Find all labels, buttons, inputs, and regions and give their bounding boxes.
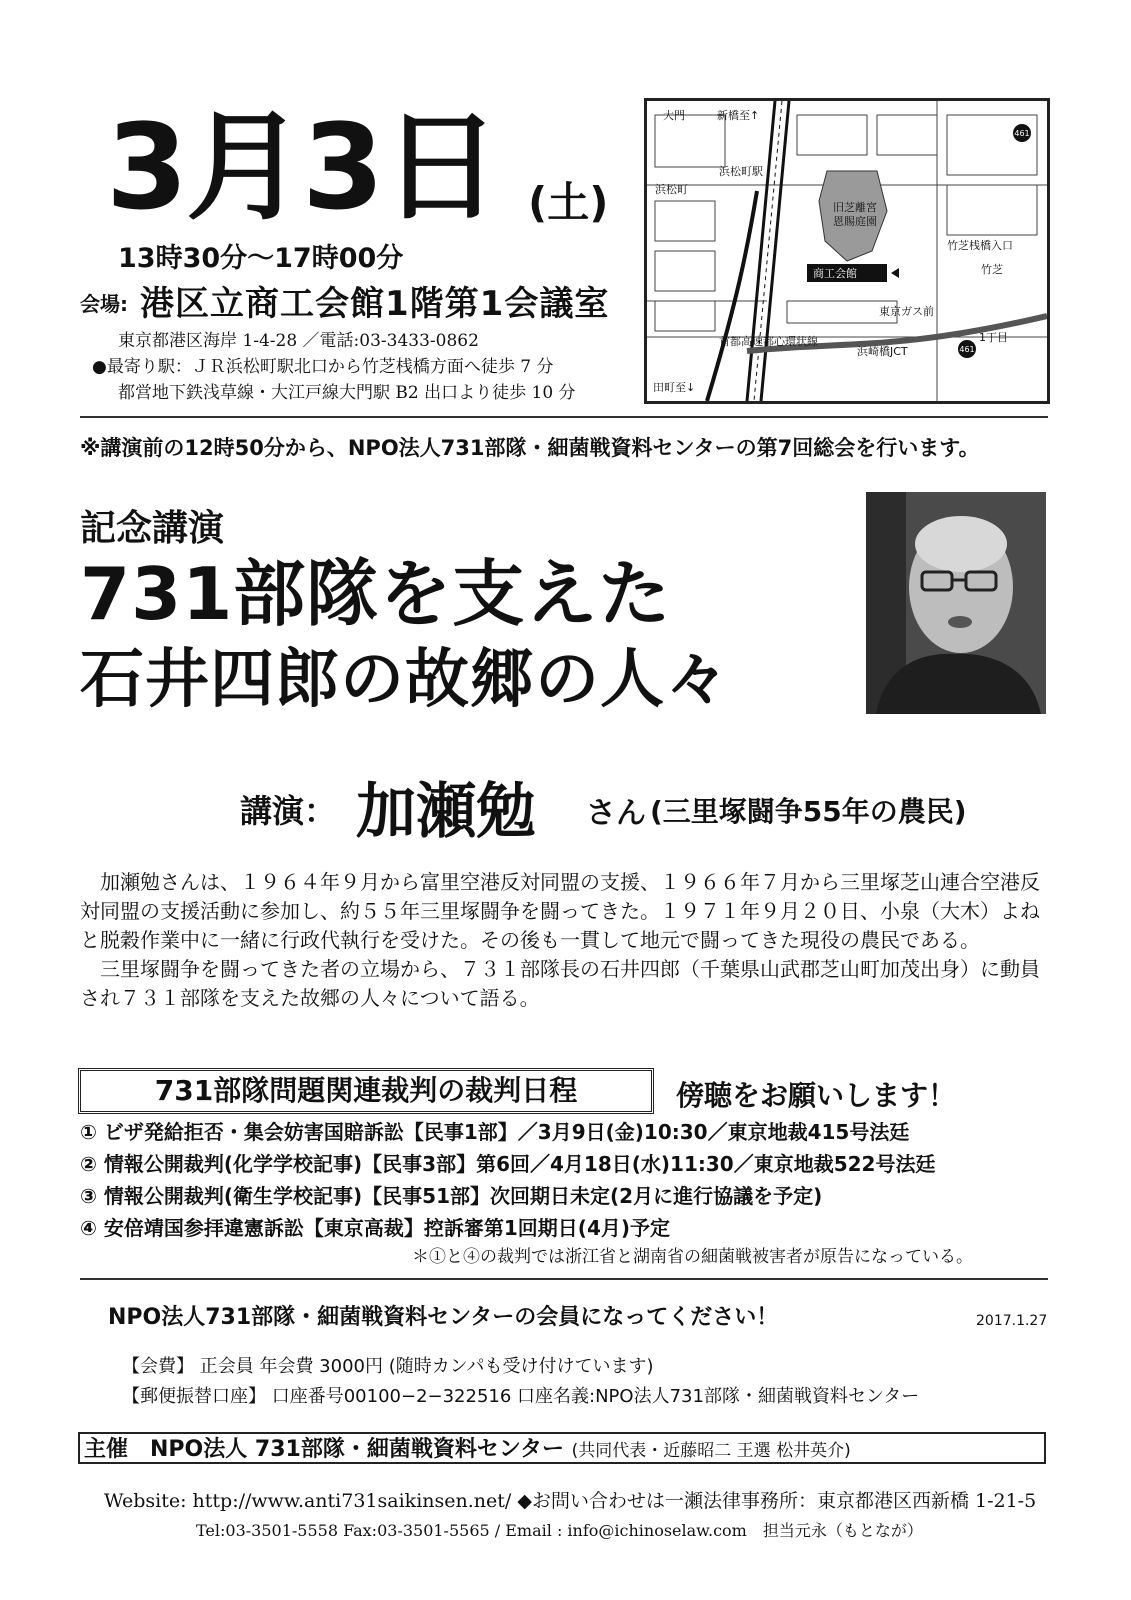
map-label-daimon: 大門 xyxy=(663,109,685,122)
map-label-takeshiba-entrance: 竹芝桟橋入口 xyxy=(947,239,1013,252)
speaker-affiliation: (三里塚闘争55年の農民) xyxy=(650,795,967,828)
speaker-photo xyxy=(866,492,1046,714)
event-date: 3月3日 xyxy=(106,98,499,236)
map-label-jct: 浜崎橋JCT xyxy=(857,345,908,358)
venue-label: 会場: xyxy=(80,292,128,316)
map-label-tamachi: 田町至↓ xyxy=(653,381,696,394)
document-date: 2017.1.27 xyxy=(976,1313,1048,1329)
access-jr: ●最寄り駅：ＪＲ浜松町駅北口から竹芝桟橋方面へ徒歩 7 分 xyxy=(92,357,554,377)
map-label-hamamatsucho: 浜松町 xyxy=(655,183,688,196)
event-time: 13時30分〜17時00分 xyxy=(118,243,404,274)
map-label-garden-2: 恩賜庭園 xyxy=(833,215,877,228)
lecture-description-paragraph-2: 三里塚闘争を闘ってきた者の立場から、７３１部隊長の石井四郎（千葉県山武郡芝山町加茂出身）に動員され７３１部隊を支えた故郷の人々について語る。 xyxy=(80,957,1040,1010)
court-schedule-title: 731部隊問題関連裁判の裁判日程 xyxy=(78,1068,654,1114)
map-label-gas: 東京ガス前 xyxy=(879,305,934,318)
footer-tel-email: Tel:03-3501-5558 Fax:03-3501-5565 / Email : info@ichinoselaw.com 担当元永（もとなが） xyxy=(196,1521,923,1540)
general-meeting-notice: ※講演前の12時50分から、NPO法人731部隊・細菌戦資料センターの第7回総会を行います。 xyxy=(80,436,980,460)
map-label-chome: 1丁目 xyxy=(979,331,1008,344)
membership-call: NPO法人731部隊・細菌戦資料センターの会員になってください！ xyxy=(108,1305,779,1330)
venue-address: 東京都港区海岸 1-4-28 ／電話:03-3433-0862 xyxy=(118,331,479,351)
court-case-2: ② 情報公開裁判(化学学校記事)【民事3部】第6回／4月18日(水)11:30／東京地裁522号法廷 xyxy=(80,1152,936,1176)
lecture-title-line-2: 石井四郎の故郷の人々 xyxy=(80,643,730,717)
access-subway: 都営地下鉄浅草線・大江戸線大門駅 B2 出口より徒歩 10 分 xyxy=(118,383,576,403)
map-label-takeshiba: 竹芝 xyxy=(981,263,1003,276)
divider-middle xyxy=(80,1278,1048,1280)
court-case-1: ① ビザ発給拒否・集会妨害国賠訴訟【民事1部】／3月9日(金)10:30／東京地裁415号法廷 xyxy=(80,1120,910,1144)
map-route-461-south: 461 xyxy=(959,345,975,354)
map-label-hamamatsucho-station: 浜松町駅 xyxy=(719,165,763,178)
organizer-representatives: (共同代表・近藤昭二 王選 松井英介) xyxy=(571,1441,851,1461)
map-label-expressway: 首都高速都心環状線 xyxy=(719,335,818,348)
speaker-name: 加瀬勉 xyxy=(356,777,536,847)
lecture-description xyxy=(80,868,1050,1013)
event-day: (土) xyxy=(528,178,609,227)
postal-account: 【郵便振替口座】 口座番号00100−2−322516 口座名義:NPO法人731部隊・細菌戦資料センター xyxy=(122,1386,920,1407)
venue-map xyxy=(644,98,1050,404)
footer-website-contact: Website: http://www.anti731saikinsen.net/ ◆お問い合わせは一瀬法律事務所：東京都港区西新橋 1-21-5 xyxy=(104,1490,1037,1512)
map-label-venue: 商工会館 xyxy=(813,267,857,280)
court-case-4: ④ 安倍靖国参拝違憲訴訟【東京高裁】控訴審第1回期日(4月)予定 xyxy=(80,1216,671,1240)
court-schedule-cta: 傍聴をお願いします！ xyxy=(676,1079,957,1112)
organizer-name: 主催 NPO法人 731部隊・細菌戦資料センター xyxy=(84,1437,564,1462)
map-route-461-north: 461 xyxy=(1014,129,1030,138)
divider-top xyxy=(80,416,1048,418)
lecture-kicker: 記念講演 xyxy=(80,508,225,549)
court-case-note: ＊①と④の裁判では浙江省と湖南省の細菌戦被害者が原告になっている。 xyxy=(412,1247,973,1267)
organizer-box xyxy=(78,1432,1046,1464)
speaker-label: 講演： xyxy=(240,792,337,830)
court-case-3: ③ 情報公開裁判(衛生学校記事)【民事51部】次回期日未定(2月に進行協議を予定) xyxy=(80,1184,823,1208)
lecture-description-paragraph-1: 加瀬勉さんは、１９６４年９月から富里空港反対同盟の支援、１９６６年７月から三里塚芝山連合空港反対同盟の支援活動に参加し、約５５年三里塚闘争を闘ってきた。１９７１年９月２０日、小泉（大木）よねと脱穀作業中に一緒に行政代執行を受けた。その後も一貫して地元で闘ってきた現役の農民である。 xyxy=(80,870,1040,952)
speaker-honorific: さん xyxy=(586,796,646,831)
membership-fee: 【会費】 正会員 年会費 3000円 (随時カンパも受け付けています) xyxy=(122,1356,654,1377)
map-label-garden-1: 旧芝離宮 xyxy=(833,201,877,214)
map-label-shinbashi: 新橋至↑ xyxy=(717,109,760,122)
venue-name: 港区立商工会館1階第1会議室 xyxy=(140,284,610,324)
lecture-title-line-1: 731部隊を支えた xyxy=(80,552,672,636)
